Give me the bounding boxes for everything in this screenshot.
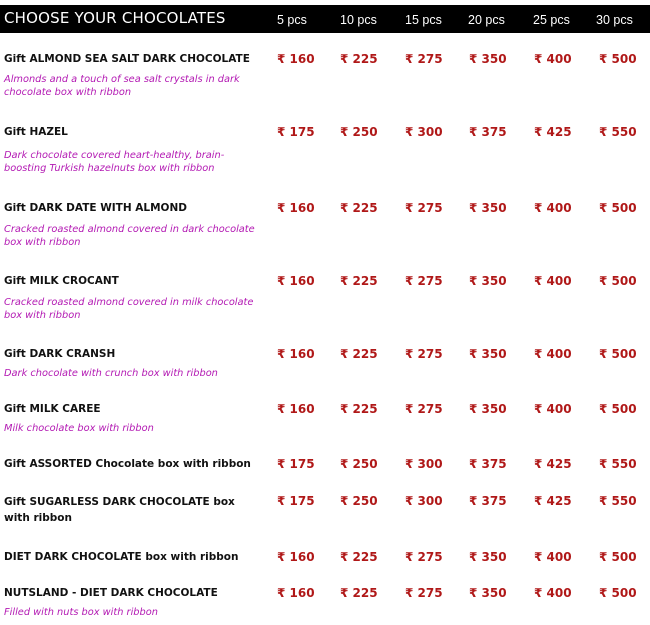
price-30-pcs: ₹ 500 [599, 274, 637, 288]
item-name: Gift ASSORTED Chocolate box with ribbon [4, 458, 251, 470]
price-25-pcs: ₹ 400 [534, 402, 572, 416]
price-20-pcs: ₹ 350 [469, 201, 507, 215]
price-30-pcs: ₹ 500 [599, 347, 637, 361]
price-10-pcs: ₹ 225 [340, 347, 378, 361]
price-5-pcs: ₹ 160 [277, 52, 315, 66]
price-25-pcs: ₹ 400 [534, 274, 572, 288]
price-25-pcs: ₹ 425 [534, 457, 572, 471]
price-15-pcs: ₹ 275 [405, 52, 443, 66]
price-5-pcs: ₹ 160 [277, 347, 315, 361]
item-name: Gift ALMOND SEA SALT DARK CHOCOLATE [4, 53, 250, 65]
price-15-pcs: ₹ 275 [405, 586, 443, 600]
item-name: Gift SUGARLESS DARK CHOCOLATE box with ribbon [4, 496, 235, 524]
price-20-pcs: ₹ 375 [469, 494, 507, 508]
price-10-pcs: ₹ 250 [340, 494, 378, 508]
price-25-pcs: ₹ 400 [534, 586, 572, 600]
price-30-pcs: ₹ 550 [599, 457, 637, 471]
price-30-pcs: ₹ 500 [599, 52, 637, 66]
price-20-pcs: ₹ 350 [469, 586, 507, 600]
item-name: Gift MILK CAREE [4, 403, 101, 415]
column-header-15-pcs: 15 pcs [405, 13, 442, 27]
price-15-pcs: ₹ 300 [405, 494, 443, 508]
price-25-pcs: ₹ 400 [534, 201, 572, 215]
price-10-pcs: ₹ 225 [340, 274, 378, 288]
price-5-pcs: ₹ 160 [277, 550, 315, 564]
price-10-pcs: ₹ 225 [340, 201, 378, 215]
price-30-pcs: ₹ 500 [599, 201, 637, 215]
price-20-pcs: ₹ 375 [469, 125, 507, 139]
item-name: Gift DARK DATE WITH ALMOND [4, 202, 187, 214]
price-20-pcs: ₹ 350 [469, 52, 507, 66]
price-25-pcs: ₹ 425 [534, 125, 572, 139]
price-30-pcs: ₹ 550 [599, 125, 637, 139]
item-name: NUTSLAND - DIET DARK CHOCOLATE [4, 587, 218, 599]
menu-header [0, 5, 650, 33]
menu-title: CHOOSE YOUR CHOCOLATES [4, 9, 226, 27]
column-header-25-pcs: 25 pcs [533, 13, 570, 27]
price-10-pcs: ₹ 250 [340, 125, 378, 139]
price-10-pcs: ₹ 225 [340, 586, 378, 600]
item-description: Dark chocolate covered heart-healthy, brain-boosting Turkish hazelnuts box with ribbon [4, 150, 225, 174]
price-15-pcs: ₹ 275 [405, 402, 443, 416]
price-5-pcs: ₹ 175 [277, 494, 315, 508]
price-30-pcs: ₹ 550 [599, 494, 637, 508]
price-5-pcs: ₹ 175 [277, 125, 315, 139]
price-5-pcs: ₹ 160 [277, 201, 315, 215]
column-header-20-pcs: 20 pcs [468, 13, 505, 27]
price-20-pcs: ₹ 350 [469, 550, 507, 564]
price-30-pcs: ₹ 500 [599, 586, 637, 600]
item-name: Gift DARK CRANSH [4, 348, 116, 360]
price-5-pcs: ₹ 175 [277, 457, 315, 471]
item-description: Cracked roasted almond covered in milk chocolate box with ribbon [4, 297, 254, 321]
price-10-pcs: ₹ 225 [340, 550, 378, 564]
price-20-pcs: ₹ 350 [469, 274, 507, 288]
price-15-pcs: ₹ 275 [405, 347, 443, 361]
column-header-10-pcs: 10 pcs [340, 13, 377, 27]
item-description: Milk chocolate box with ribbon [4, 423, 154, 434]
price-25-pcs: ₹ 400 [534, 550, 572, 564]
price-30-pcs: ₹ 500 [599, 402, 637, 416]
item-description: Cracked roasted almond covered in dark chocolate box with ribbon [4, 224, 255, 248]
price-10-pcs: ₹ 225 [340, 402, 378, 416]
item-name: Gift HAZEL [4, 126, 68, 138]
price-15-pcs: ₹ 300 [405, 125, 443, 139]
price-10-pcs: ₹ 250 [340, 457, 378, 471]
price-5-pcs: ₹ 160 [277, 274, 315, 288]
item-name: DIET DARK CHOCOLATE box with ribbon [4, 551, 239, 563]
price-15-pcs: ₹ 300 [405, 457, 443, 471]
price-20-pcs: ₹ 375 [469, 457, 507, 471]
item-description: Dark chocolate with crunch box with ribbon [4, 368, 218, 379]
price-15-pcs: ₹ 275 [405, 201, 443, 215]
price-20-pcs: ₹ 350 [469, 402, 507, 416]
item-name: Gift MILK CROCANT [4, 275, 119, 287]
price-5-pcs: ₹ 160 [277, 586, 315, 600]
price-25-pcs: ₹ 425 [534, 494, 572, 508]
item-description: Almonds and a touch of sea salt crystals in dark chocolate box with ribbon [4, 74, 240, 98]
price-15-pcs: ₹ 275 [405, 550, 443, 564]
price-30-pcs: ₹ 500 [599, 550, 637, 564]
price-25-pcs: ₹ 400 [534, 52, 572, 66]
price-20-pcs: ₹ 350 [469, 347, 507, 361]
price-10-pcs: ₹ 225 [340, 52, 378, 66]
item-description: Filled with nuts box with ribbon [4, 607, 158, 618]
price-25-pcs: ₹ 400 [534, 347, 572, 361]
column-header-30-pcs: 30 pcs [596, 13, 633, 27]
column-header-5-pcs: 5 pcs [277, 13, 307, 27]
price-5-pcs: ₹ 160 [277, 402, 315, 416]
price-15-pcs: ₹ 275 [405, 274, 443, 288]
